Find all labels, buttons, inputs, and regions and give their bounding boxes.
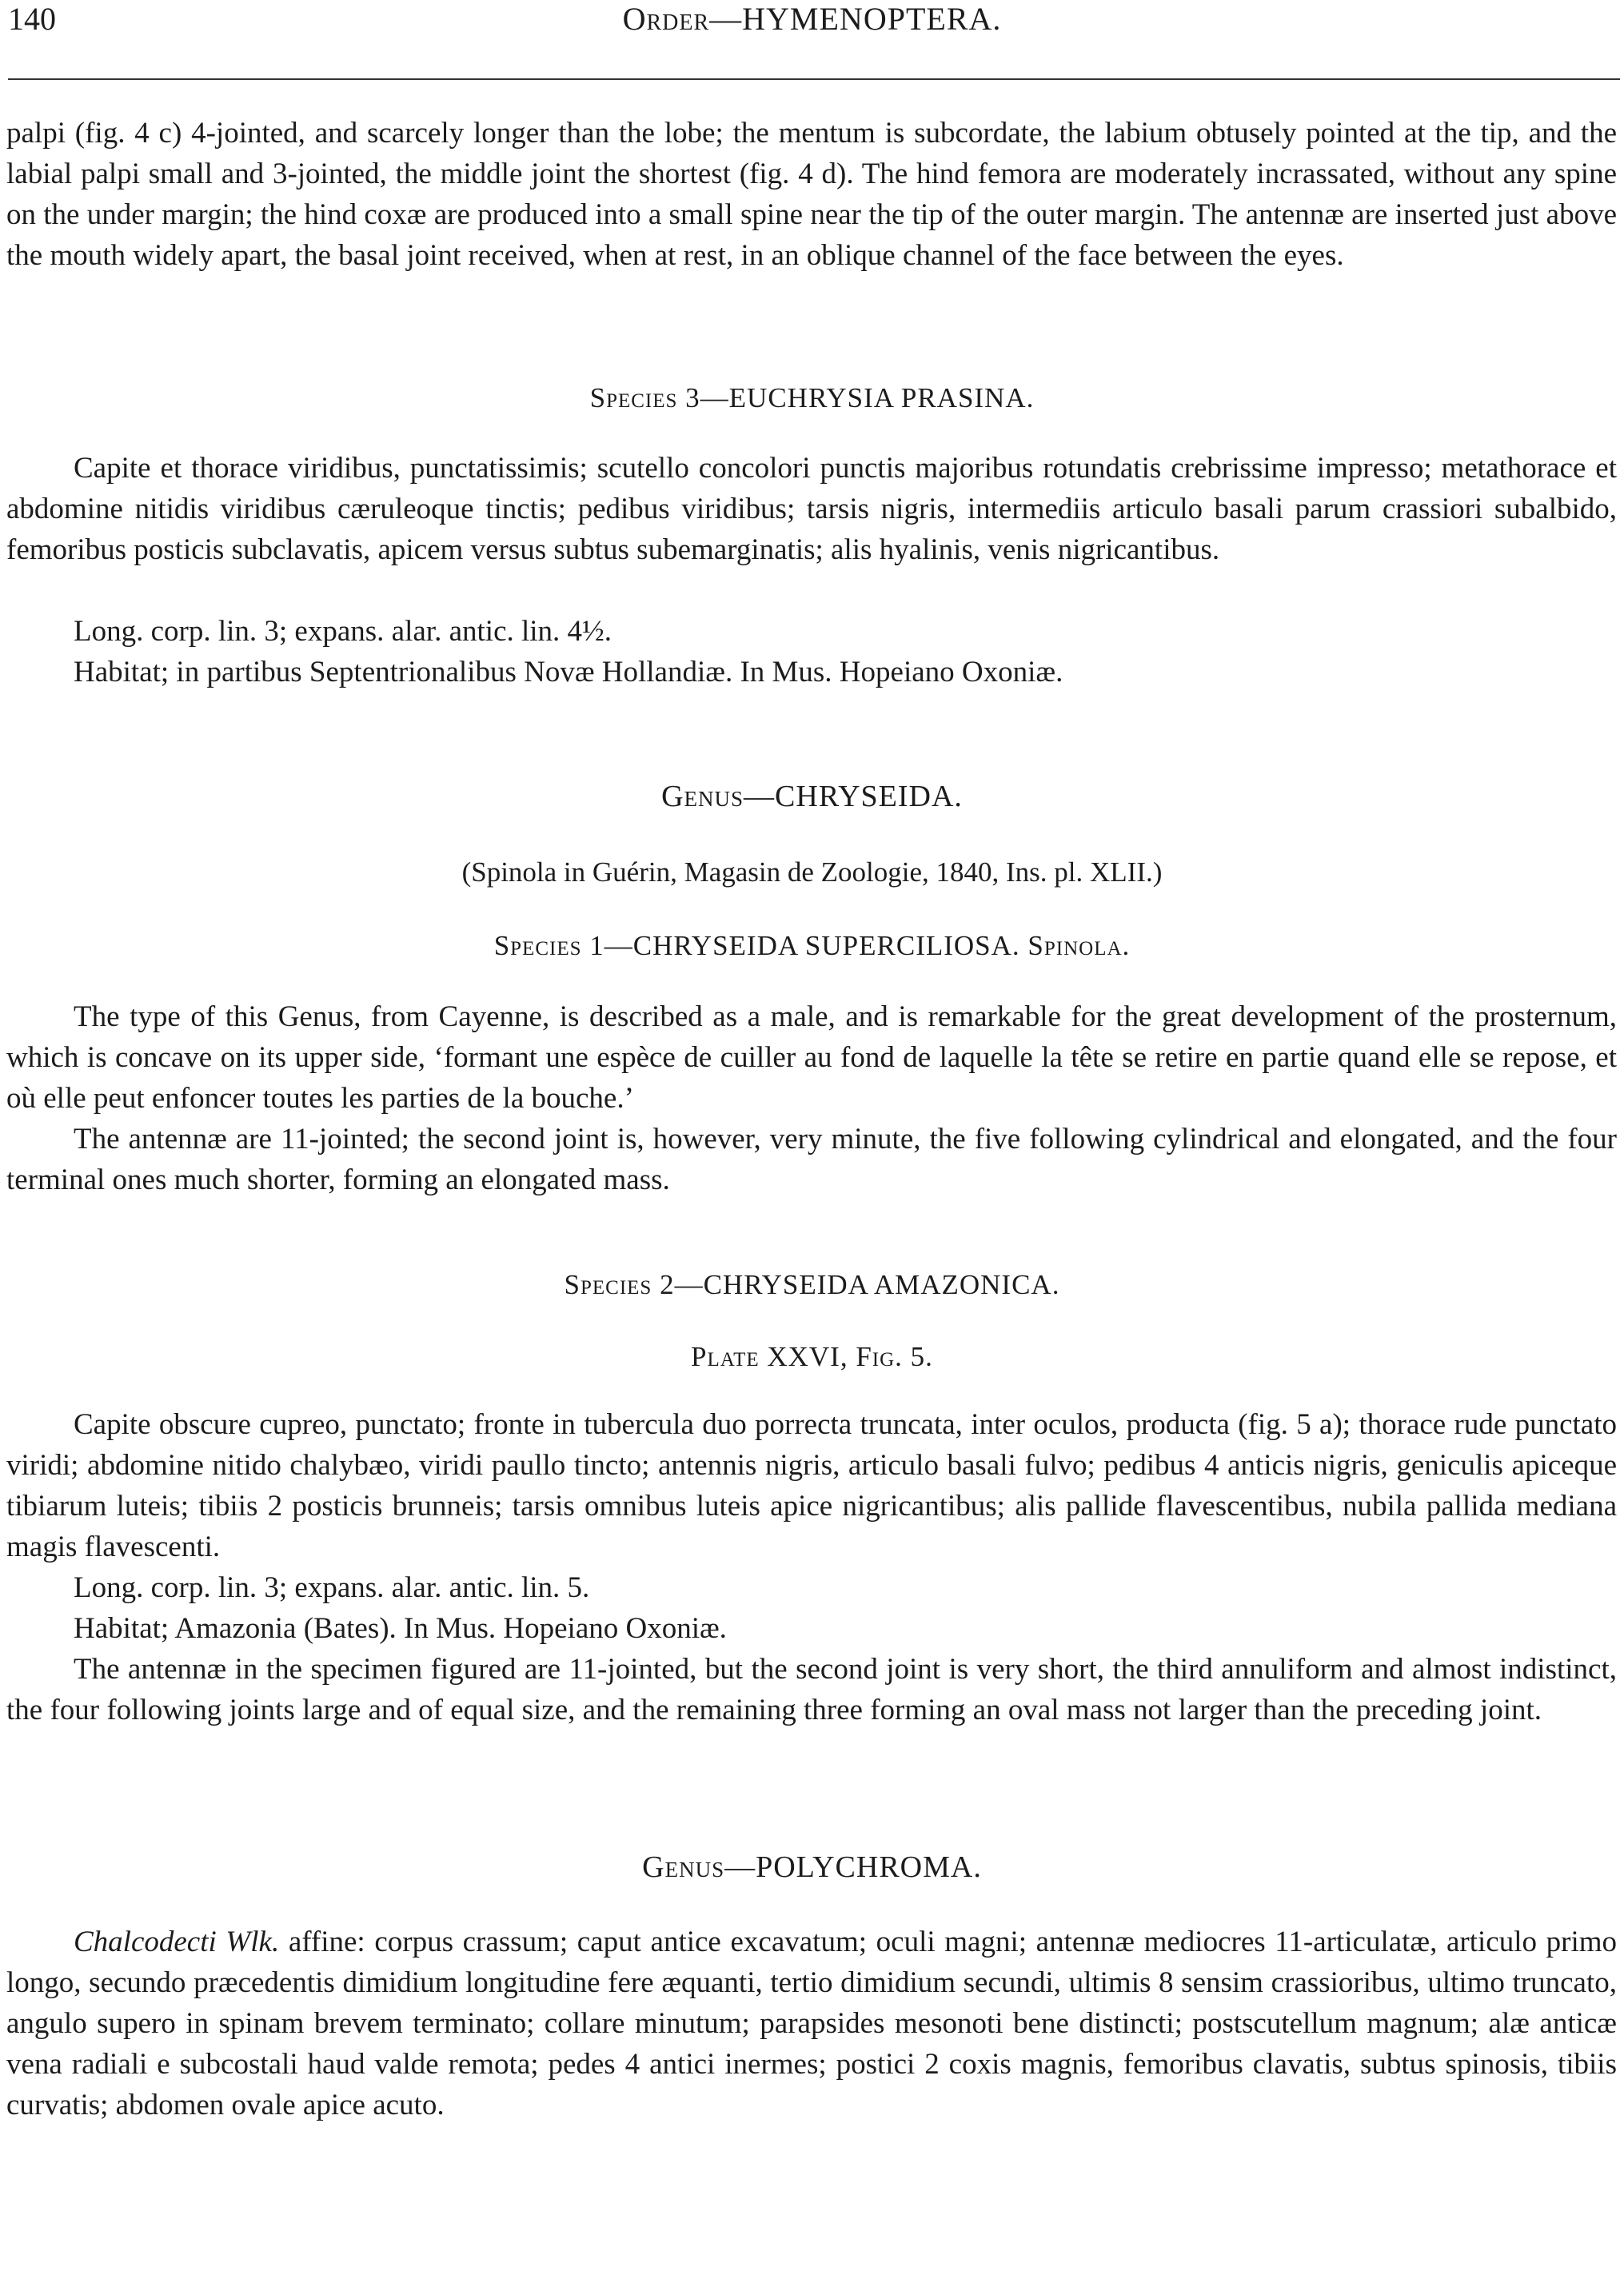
paragraph-polychroma-description bbox=[6, 1922, 1617, 2125]
header-rule bbox=[8, 78, 1620, 80]
paragraph-amazonica-habitat: Habitat; Amazonia (Bates). In Mus. Hopeiano Oxoniæ. bbox=[74, 1612, 727, 1645]
paragraph-chryseida-antennae: The antennæ are 11-jointed; the second joint is, however, very minute, the five following cylindrical and elongated, and the four terminal ones much shorter, forming an elongated mass. bbox=[6, 1123, 1617, 1196]
heading-species-2-chryseida-amazonica: Species 2—CHRYSEIDA AMAZONICA. bbox=[564, 1269, 1060, 1300]
heading-species-1-chryseida-superciliosa: Species 1—CHRYSEIDA SUPERCILIOSA. Spinola. bbox=[493, 930, 1131, 961]
heading-plate-xxvi-fig-5: Plate XXVI, Fig. 5. bbox=[691, 1341, 933, 1372]
paragraph-euchrysia-description: Capite et thorace viridibus, punctatissimis; scutello concolori punctis majoribus rotundatis crebrissime impresso; metathorace et abdomine nitidis viridibus cæruleoque tinctis; pedibus viridibus; tarsis nigris, intermediis articulo basali parum crassiori subalbido, femoribus posticis subclavatis, apicem versus subtus subemarginatis; alis hyalinis, venis nigricantibus. bbox=[6, 452, 1617, 566]
citation-spinola: (Spinola in Guérin, Magasin de Zoologie, 1840, Ins. pl. XLII.) bbox=[461, 856, 1163, 888]
paragraph-amazonica-antennae: The antennæ in the specimen figured are 11-jointed, but the second joint is very short, the third annuliform and almost indistinct, the four following joints large and of equal size, and the remaining three forming an oval mass not larger than the preceding joint. bbox=[6, 1653, 1617, 1726]
running-head bbox=[0, 2, 1624, 50]
paragraph-amazonica-description: Capite obscure cupreo, punctato; fronte in tubercula duo porrecta truncata, inter oculos, producta (fig. 5 a); thorace rude punctato viridi; abdomine nitido chalybæo, viridi paullo tincto; antennis nigris, articulo basali fulvo; pedibus 4 anticis nigris, geniculis apiceque tibiarum luteis; tibiis 2 posticis brunneis; tarsis omnibus luteis apice nigricantibus; alis pallide flavescentibus, nubila pallida mediana magis flavescenti. bbox=[6, 1408, 1617, 1563]
paragraph-euchrysia-length: Long. corp. lin. 3; expans. alar. antic. lin. 4½. bbox=[74, 615, 612, 648]
paragraph-amazonica-length: Long. corp. lin. 3; expans. alar. antic. lin. 5. bbox=[74, 1571, 590, 1604]
heading-species-3-euchrysia-prasina: Species 3—EUCHRYSIA PRASINA. bbox=[589, 382, 1035, 413]
paragraph-euchrysia-habitat: Habitat; in partibus Septentrionalibus Novæ Hollandiæ. In Mus. Hopeiano Oxoniæ. bbox=[74, 656, 1063, 688]
polychroma-description-text: affine: corpus crassum; caput antice excavatum; oculi magni; antennæ mediocres 11-articulatæ, articulo primo longo, secundo præcedentis dimidium longitudine fere æquanti, tertio dimidium secundi, ultimis 8 sensim crassioribus, ultimo truncato, angulo supero in spinam brevem terminato; collare minutum; parapsides mesonoti bene distincti; postscutellum magnum; alæ anticæ vena radiali e subcostali haud valde remota; pedes 4 antici inermes; postici 2 coxis magnis, femoribus clavatis, subtus spinosis, tibiis curvatis; abdomen ovale apice acuto. bbox=[6, 1926, 1618, 2121]
paragraph-chryseida-type: The type of this Genus, from Cayenne, is described as a male, and is remarkable for the great development of the prosternum, which is concave on its upper side, ‘formant une espèce de cuiller au fond de laquelle la tête se retire en partie quand elle se repose, et où elle peut enfoncer toutes les parties de la bouche.’ bbox=[6, 1000, 1617, 1115]
heading-genus-chryseida: Genus—CHRYSEIDA. bbox=[661, 780, 963, 813]
running-title: Order—HYMENOPTERA. bbox=[622, 1, 1002, 37]
paragraph-palpi: palpi (fig. 4 c) 4-jointed, and scarcely longer than the lobe; the mentum is subcordate, the labium obtusely pointed at the tip, and the labial palpi small and 3-jointed, the middle joint the shortest (fig. 4 d). The hind femora are moderately incrassated, without any spine on the under margin; the hind coxæ are produced into a small spine near the tip of the outer margin. The antennæ are inserted just above the mouth widely apart, the basal joint received, when at rest, in an oblique channel of the face between the eyes. bbox=[6, 117, 1617, 272]
heading-genus-polychroma: Genus—POLYCHROMA. bbox=[642, 1850, 982, 1884]
genus-reference-italic: Chalcodecti Wlk. bbox=[74, 1926, 280, 1958]
page-number: 140 bbox=[8, 1, 56, 37]
